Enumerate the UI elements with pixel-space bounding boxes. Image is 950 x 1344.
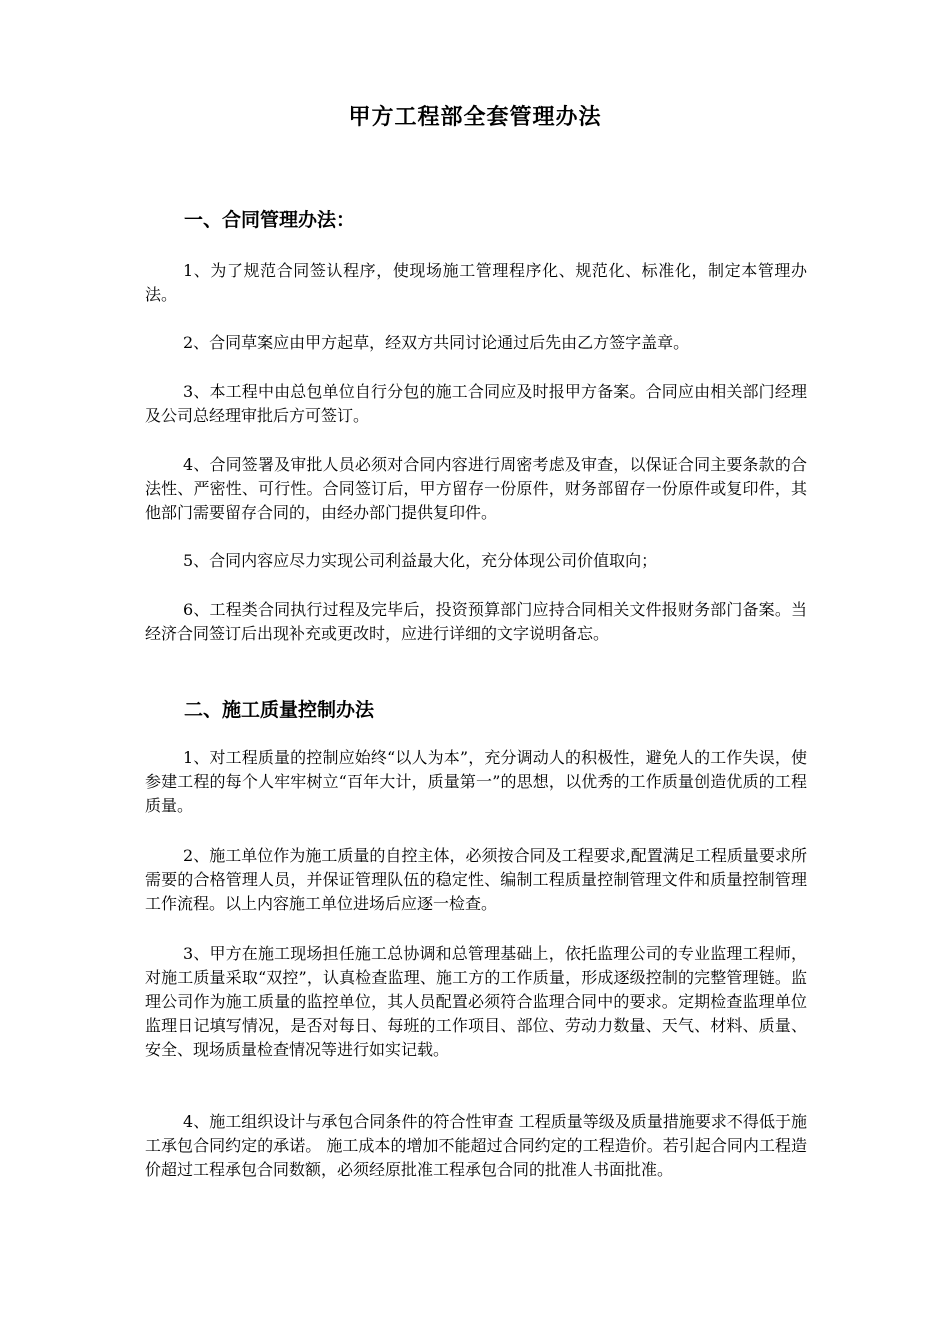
contract-paragraph-5: 5、合同内容应尽力实现公司利益最大化，充分体现公司价值取向； [183,551,658,570]
contract-paragraph-6: 6、工程类合同执行过程及完毕后，投资预算部门应持合同相关文件报财务部门备案。当经济合同签订后出现补充或更改时，应进行详细的文字说明备忘。 [145,600,807,643]
quality-paragraph-4: 4、施工组织设计与承包合同条件的符合性审查 工程质量等级及质量措施要求不得低于施工承包合同约定的承诺。 施工成本的增加不能超过合同约定的工程造价。若引起合同内工程造价超过工程承包合同数额，必须经原批准工程承包合同的批准人书面批准。 [145,1112,807,1179]
contract-paragraph-4: 4、合同签署及审批人员必须对合同内容进行周密考虑及审查，以保证合同主要条款的合法性、严密性、可行性。合同签订后，甲方留存一份原件，财务部留存一份原件或复印件，其他部门需要留存合同的，由经办部门提供复印件。 [145,455,807,522]
section-heading-quality: 二、施工质量控制办法 [184,699,375,721]
document-title: 甲方工程部全套管理办法 [348,104,602,130]
contract-paragraph-2: 2、合同草案应由甲方起草，经双方共同讨论通过后先由乙方签字盖章。 [183,333,690,352]
quality-paragraph-2: 2、施工单位作为施工质量的自控主体，必须按合同及工程要求,配置满足工程质量要求所需要的合格管理人员，并保证管理队伍的稳定性、编制工程质量控制管理文件和质量控制管理工作流程。以上内容施工单位进场后应逐一检查。 [145,846,807,913]
section-heading-contract: 一、合同管理办法： [184,209,356,231]
quality-paragraph-3: 3、甲方在施工现场担任施工总协调和总管理基础上，依托监理公司的专业监理工程师，对施工质量采取“双控”，认真检查监理、施工方的工作质量，形成逐级控制的完整管理链。监理公司作为施工质量的监控单位，其人员配置必须符合监理合同中的要求。定期检查监理单位监理日记填写情况，是否对每日、每班的工作项目、部位、劳动力数量、天气、材料、质量、安全、现场质量检查情况等进行如实记载。 [145,944,807,1059]
quality-paragraph-1: 1、对工程质量的控制应始终“以人为本”，充分调动人的积极性，避免人的工作失误，使参建工程的每个人牢牢树立“百年大计，质量第一”的思想，以优秀的工作质量创造优质的工程质量。 [145,748,807,815]
contract-paragraph-1: 1、为了规范合同签认程序，使现场施工管理程序化、规范化、标准化，制定本管理办法。 [145,261,807,304]
contract-paragraph-3: 3、本工程中由总包单位自行分包的施工合同应及时报甲方备案。合同应由相关部门经理及公司总经理审批后方可签订。 [145,382,807,425]
